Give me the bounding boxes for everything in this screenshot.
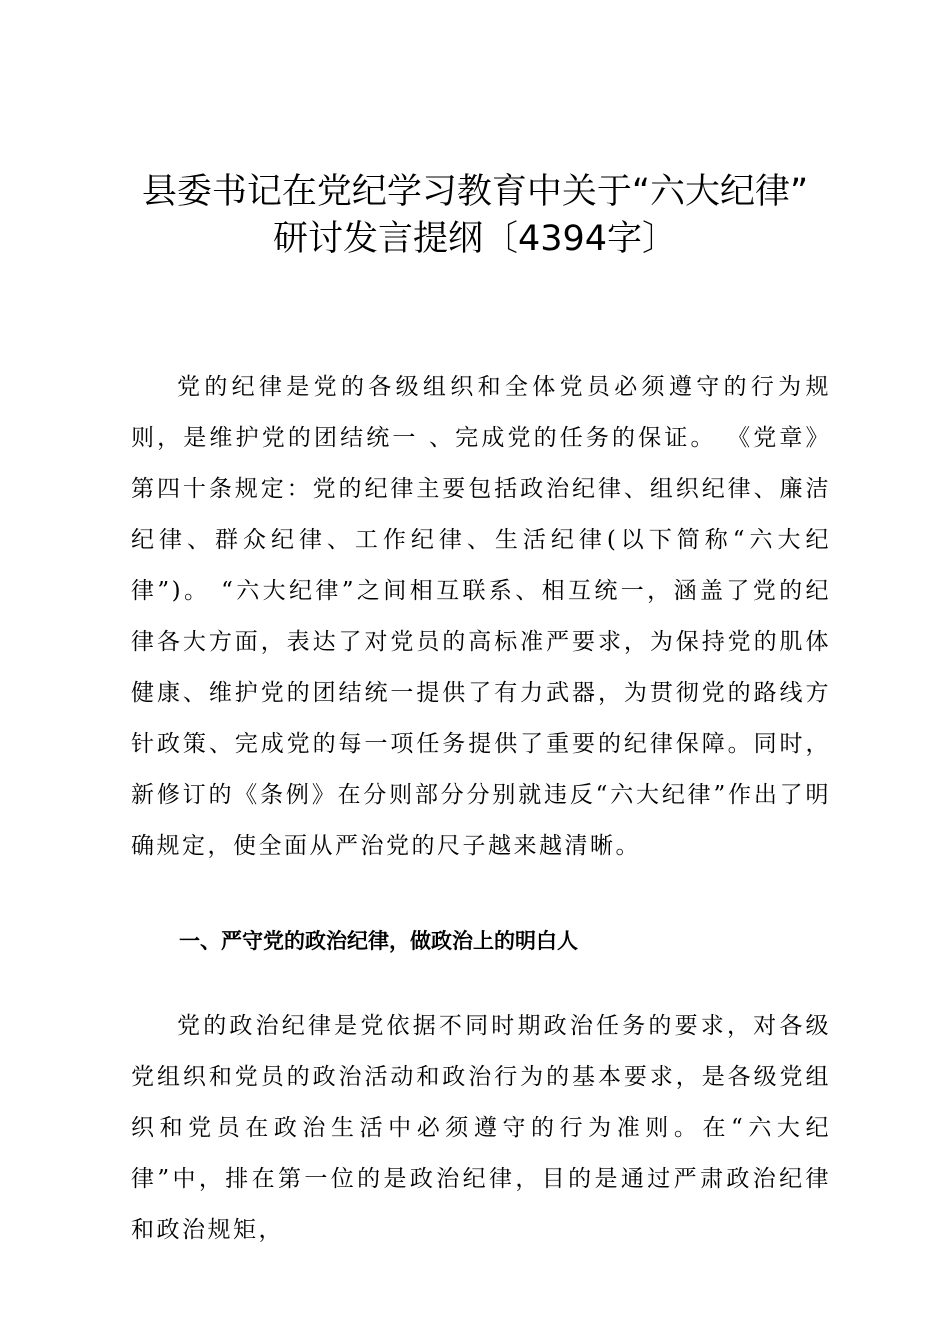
document-title-line-2: 研讨发言提纲〔4394字〕 <box>272 219 678 259</box>
document-title-line-1: 县委书记在党纪学习教育中关于“六大纪律” <box>141 172 809 212</box>
section-heading-political-discipline: 一、严守党的政治纪律，做政治上的明白人 <box>179 929 578 953</box>
intro-paragraph: 党的纪律是党的各级组织和全体党员必须遵守的行为规则，是维护党的团结统一 、完成党的任务的保证。 《党章》第四十条规定：党的纪律主要包括政治纪律、组织纪律、廉洁纪律、群众纪律、工作纪律、生活纪律(以下简称“六大纪律”)。 “六大纪律”之间相互联系、相互统一，涵盖了党的纪律各大方面，表达了对党员的高标准严要求，为保持党的肌体健康、维护党的团结统一提供了有力武器，为贯彻党的路线方针政策、完成党的每一项任务提供了重要的纪律保障。同时，新修订的《条例》在分则部分分别就违反“六大纪律”作出了明确规定，使全面从严治党的尺子越来越清晰。 <box>131 374 831 859</box>
political-discipline-paragraph: 党的政治纪律是党依据不同时期政治任务的要求，对各级党组织和党员的政治活动和政治行为的基本要求，是各级党组织和党员在政治生活中必须遵守的行为准则。在“六大纪律”中，排在第一位的是政治纪律，目的是通过严肃政治纪律和政治规矩， <box>131 1013 831 1243</box>
